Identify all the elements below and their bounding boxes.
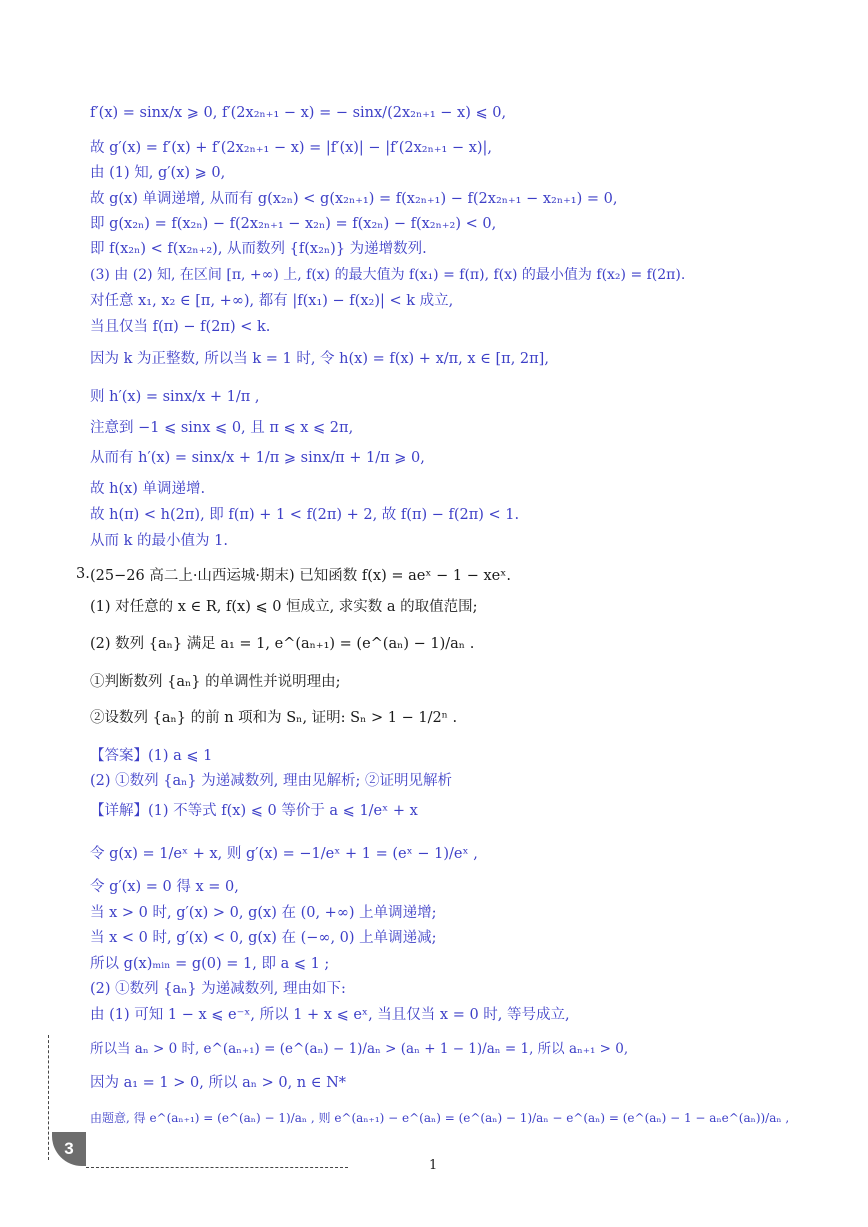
solution-line: 对任意 x₁, x₂ ∈ [π, +∞), 都有 |f(x₁) − f(x₂)| < k 成立,	[90, 293, 454, 309]
solution-line: 因为 k 为正整数, 所以当 k = 1 时, 令 h(x) = f(x) + x/π, x ∈ [π, 2π],	[90, 351, 549, 367]
answer-line: 当 x > 0 时, g′(x) > 0, g(x) 在 (0, +∞) 上单调递增;	[90, 905, 437, 921]
solution-line: 故 g(x) 单调递增, 从而有 g(x₂ₙ) < g(x₂ₙ₊₁) = f(x₂ₙ₊₁) − f(2x₂ₙ₊₁ − x₂ₙ₊₁) = 0,	[90, 191, 618, 207]
answer-line: 当 x < 0 时, g′(x) < 0, g(x) 在 (−∞, 0) 上单调递减;	[90, 930, 437, 946]
answer-line: 所以 g(x)ₘᵢₙ = g(0) = 1, 即 a ⩽ 1 ;	[90, 956, 330, 972]
margin-dashed-rail	[48, 1035, 49, 1160]
solution-line: 当且仅当 f(π) − f(2π) < k.	[90, 319, 271, 335]
solution-line: 从而有 h′(x) = sinx/x + 1/π ⩾ sinx/π + 1/π ⩾ 0,	[90, 450, 425, 466]
answer-line: 由 (1) 可知 1 − x ⩽ e⁻ˣ, 所以 1 + x ⩽ eˣ, 当且仅当 x = 0 时, 等号成立,	[90, 1007, 570, 1023]
answer-line: 【详解】(1) 不等式 f(x) ⩽ 0 等价于 a ⩽ 1/eˣ + x	[90, 803, 418, 819]
solution-line: 则 h′(x) = sinx/x + 1/π ,	[90, 389, 260, 405]
question-number: 3.	[76, 566, 90, 582]
answer-line: 所以当 aₙ > 0 时, e^(aₙ₊₁) = (e^(aₙ) − 1)/aₙ > (aₙ + 1 − 1)/aₙ = 1, 所以 aₙ₊₁ > 0,	[90, 1041, 629, 1057]
solution-line: f′(x) = sinx/x ⩾ 0, f′(2x₂ₙ₊₁ − x) = − sinx/(2x₂ₙ₊₁ − x) ⩽ 0,	[90, 105, 507, 121]
solution-line: 注意到 −1 ⩽ sinx ⩽ 0, 且 π ⩽ x ⩽ 2π,	[90, 420, 354, 436]
answer-line: (2) ①数列 {aₙ} 为递减数列, 理由见解析; ②证明见解析	[90, 773, 452, 789]
answer-line: 由题意, 得 e^(aₙ₊₁) = (e^(aₙ) − 1)/aₙ , 则 e^(aₙ₊₁) − e^(aₙ) = (e^(aₙ) − 1)/aₙ − e^(aₙ) = (e^(aₙ) − 1 − aₙe^(aₙ))/aₙ ,	[90, 1111, 790, 1125]
answer-line: 令 g(x) = 1/eˣ + x, 则 g′(x) = −1/eˣ + 1 = (eˣ − 1)/eˣ ,	[90, 846, 478, 862]
question-stem: (25−26 高二上·山西运城·期末) 已知函数 f(x) = aeˣ − 1 − xeˣ.	[90, 568, 511, 584]
solution-line: 从而 k 的最小值为 1.	[90, 533, 228, 549]
page-number: 1	[429, 1158, 438, 1173]
question-part: (1) 对任意的 x ∈ R, f(x) ⩽ 0 恒成立, 求实数 a 的取值范围;	[90, 599, 478, 615]
answer-line: 【答案】(1) a ⩽ 1	[90, 748, 213, 764]
solution-line: 故 h(x) 单调递增.	[90, 481, 206, 497]
solution-line: 即 g(x₂ₙ) = f(x₂ₙ) − f(2x₂ₙ₊₁ − x₂ₙ) = f(x₂ₙ) − f(x₂ₙ₊₂) < 0,	[90, 216, 497, 232]
solution-line: 故 h(π) < h(2π), 即 f(π) + 1 < f(2π) + 2, 故 f(π) − f(2π) < 1.	[90, 507, 520, 523]
answer-line: (2) ①数列 {aₙ} 为递减数列, 理由如下:	[90, 981, 346, 997]
answer-line: 因为 a₁ = 1 > 0, 所以 aₙ > 0, n ∈ N*	[90, 1075, 347, 1091]
solution-line: 即 f(x₂ₙ) < f(x₂ₙ₊₂), 从而数列 {f(x₂ₙ)} 为递增数列.	[90, 241, 427, 257]
answer-line: 令 g′(x) = 0 得 x = 0,	[90, 879, 239, 895]
question-part: ①判断数列 {aₙ} 的单调性并说明理由;	[90, 674, 341, 690]
footer-dashed-rule	[86, 1167, 348, 1168]
solution-line: (3) 由 (2) 知, 在区间 [π, +∞) 上, f(x) 的最大值为 f(x₁) = f(π), f(x) 的最小值为 f(x₂) = f(2π).	[90, 267, 686, 283]
section-tab: 3	[52, 1132, 86, 1166]
question-part: (2) 数列 {aₙ} 满足 a₁ = 1, e^(aₙ₊₁) = (e^(aₙ) − 1)/aₙ .	[90, 636, 475, 652]
solution-line: 故 g′(x) = f′(x) + f′(2x₂ₙ₊₁ − x) = |f′(x)| − |f′(2x₂ₙ₊₁ − x)|,	[90, 140, 493, 156]
question-part: ②设数列 {aₙ} 的前 n 项和为 Sₙ, 证明: Sₙ > 1 − 1/2ⁿ .	[90, 710, 458, 726]
solution-line: 由 (1) 知, g′(x) ⩾ 0,	[90, 165, 226, 181]
